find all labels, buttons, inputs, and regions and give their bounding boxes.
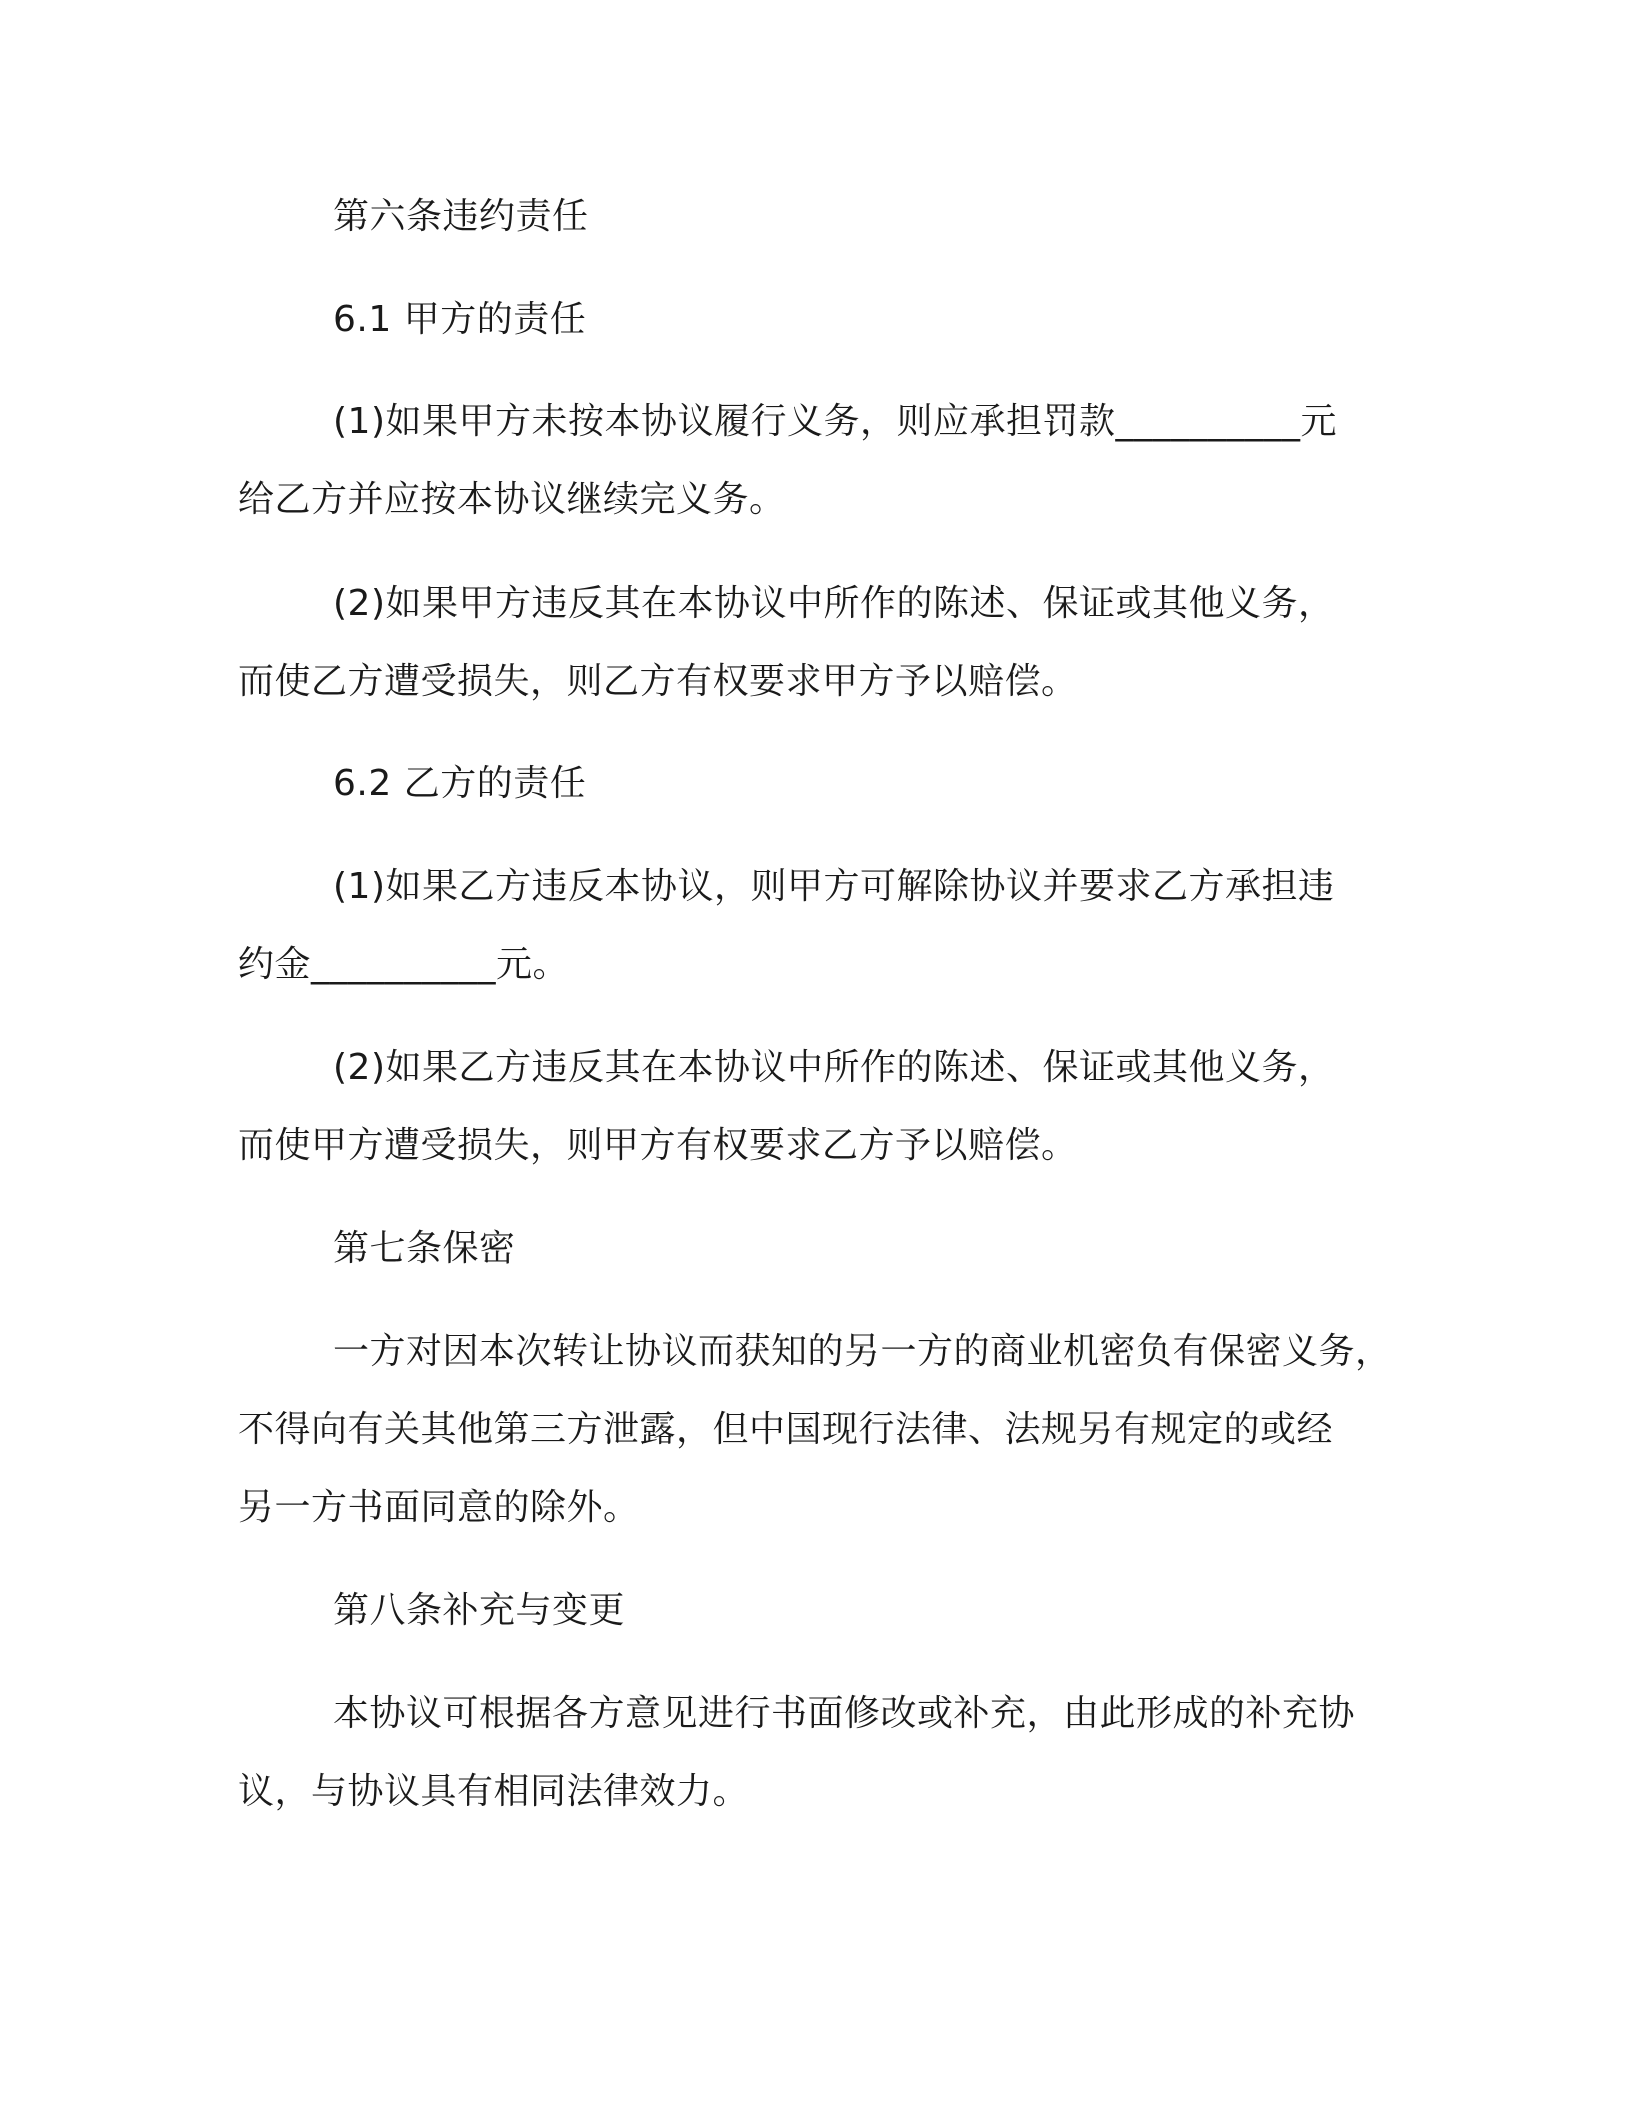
paragraph-line: 一方对因本次转让协议而获知的另一方的商业机密负有保密义务， bbox=[333, 1331, 1392, 1372]
paragraph-line: (2)如果乙方违反其在本协议中所作的陈述、保证或其他义务， bbox=[333, 1047, 1335, 1088]
paragraph-line: 而使乙方遭受损失，则乙方有权要求甲方予以赔偿。 bbox=[238, 661, 1078, 702]
article-6-heading: 第六条违约责任 bbox=[333, 196, 589, 237]
article-8-heading: 第八条补充与变更 bbox=[333, 1590, 626, 1631]
paragraph-line: (2)如果甲方违反其在本协议中所作的陈述、保证或其他义务， bbox=[333, 583, 1335, 624]
paragraph-line: (1)如果乙方违反本协议，则甲方可解除协议并要求乙方承担违 bbox=[333, 866, 1335, 907]
paragraph-line: 约金__________元。 bbox=[238, 944, 570, 985]
paragraph-line: 给乙方并应按本协议继续完义务。 bbox=[238, 479, 786, 520]
paragraph-line: 本协议可根据各方意见进行书面修改或补充，由此形成的补充协 bbox=[333, 1693, 1356, 1734]
article-7-heading: 第七条保密 bbox=[333, 1228, 516, 1269]
paragraph-line: 不得向有关其他第三方泄露，但中国现行法律、法规另有规定的或经 bbox=[238, 1409, 1334, 1450]
paragraph-line: 另一方书面同意的除外。 bbox=[238, 1487, 640, 1528]
section-6-2-heading: 6.2 乙方的责任 bbox=[333, 763, 587, 804]
section-6-1-heading: 6.1 甲方的责任 bbox=[333, 299, 587, 340]
paragraph-line: 议，与协议具有相同法律效力。 bbox=[238, 1771, 750, 1812]
paragraph-line: 而使甲方遭受损失，则甲方有权要求乙方予以赔偿。 bbox=[238, 1125, 1078, 1166]
paragraph-line: (1)如果甲方未按本协议履行义务，则应承担罚款__________元 bbox=[333, 401, 1337, 442]
